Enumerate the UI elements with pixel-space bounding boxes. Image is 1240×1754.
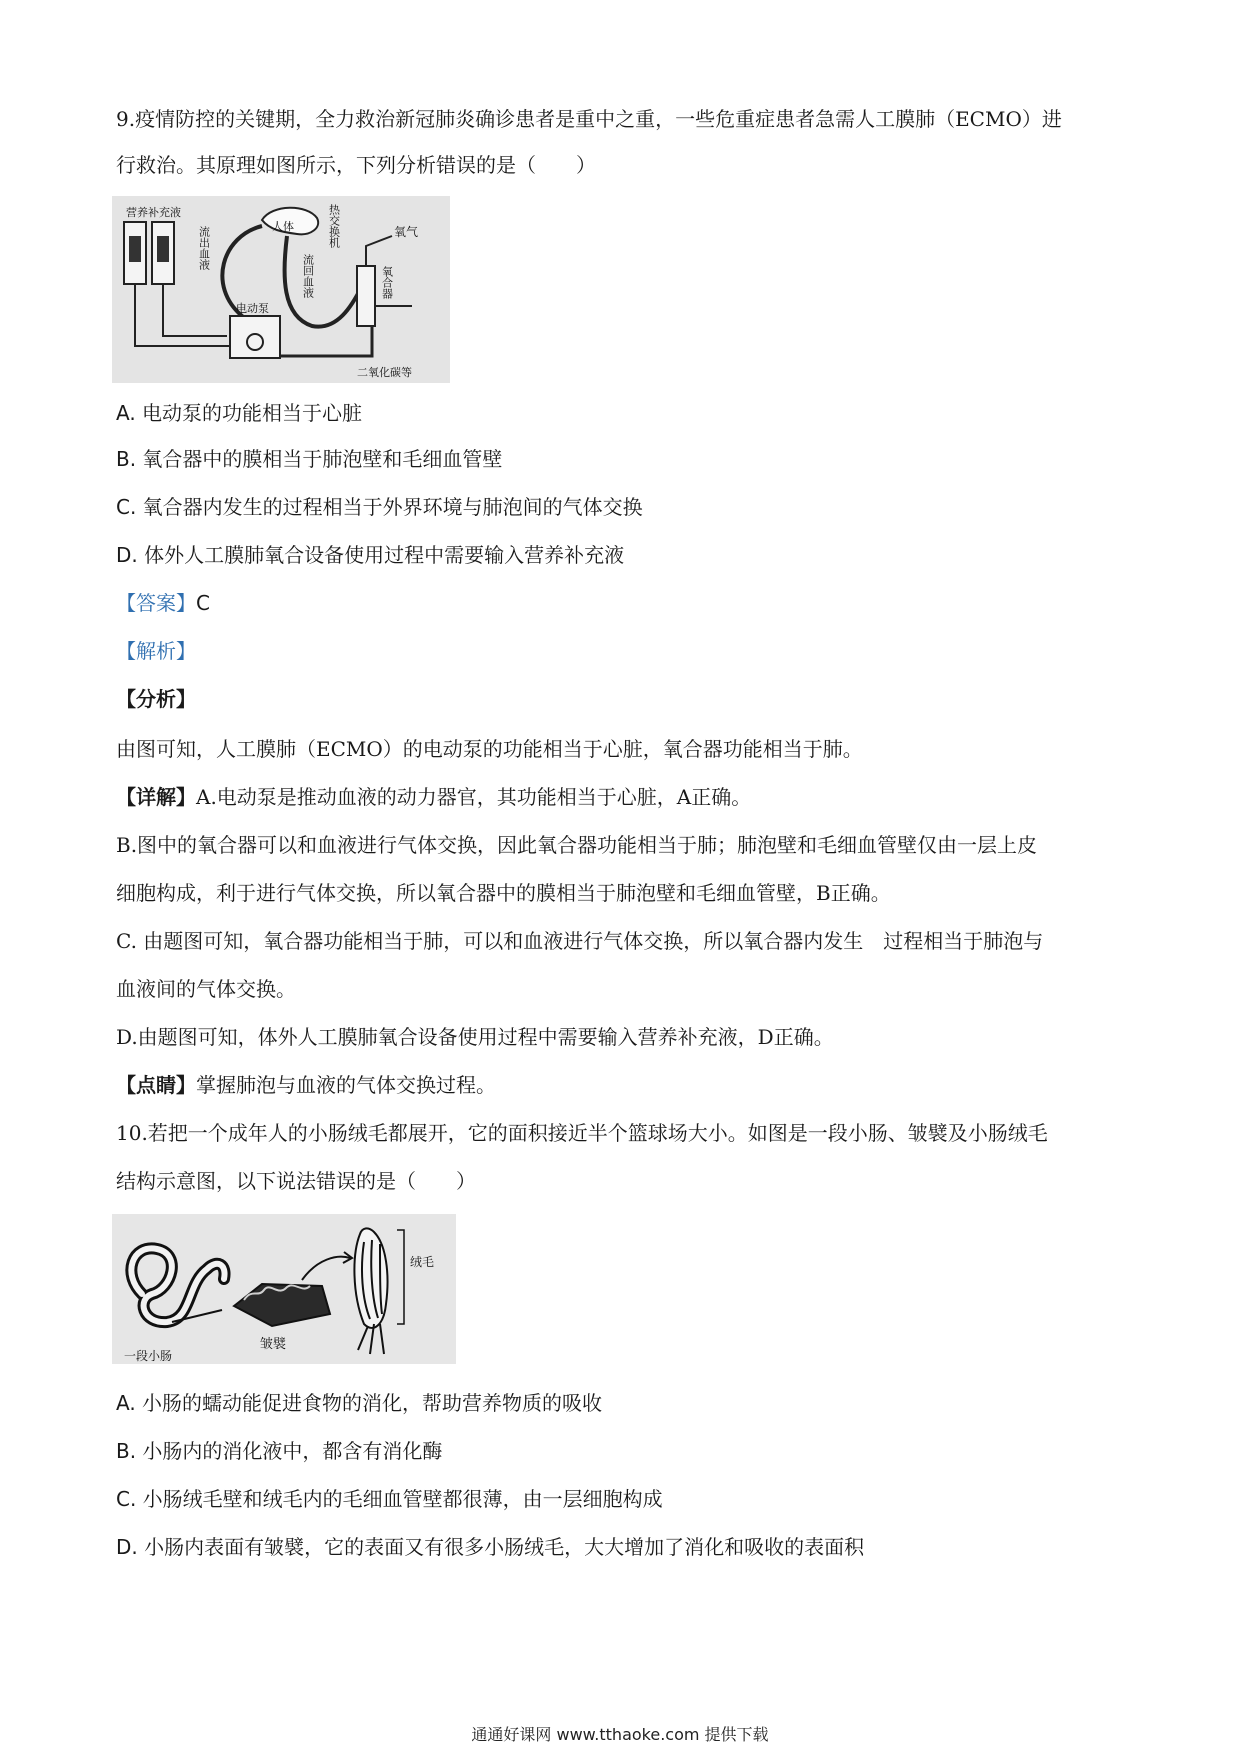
ecmo-diagram (112, 196, 450, 383)
label-human: 人体 (272, 220, 294, 233)
intestine-diagram-svg (112, 1214, 456, 1364)
q9-answer (116, 588, 1136, 618)
fenxi-text: 由图可知，人工膜肺（ECMO）的电动泵的功能相当于心脏，氧合器功能相当于肺。 (116, 737, 863, 761)
q10-option-d: D. 小肠内表面有皱襞，它的表面又有很多小肠绒毛，大大增加了消化和吸收的表面积 (116, 1535, 865, 1559)
label-segment: 一段小肠 (124, 1349, 173, 1363)
detail-tag: 【详解】 (116, 785, 196, 809)
detail-a-line (116, 782, 1136, 812)
page-footer: 通通好课网 www.tthaoke.com 提供下载 (471, 1725, 769, 1744)
label-co2: 二氧化碳等 (357, 366, 412, 379)
label-heat-exchanger: 热交换机 (327, 204, 341, 248)
q10-stem-line2: 结构示意图，以下说法错误的是（ ） (116, 1169, 476, 1193)
ecmo-diagram-svg (112, 196, 450, 383)
fenxi-tag: 【分析】 (116, 687, 196, 711)
oxygenator-device (357, 266, 375, 326)
analysis-tag: 【解析】 (116, 639, 196, 663)
q10-option-a: A. 小肠的蠕动能促进食物的消化，帮助营养物质的吸收 (116, 1391, 603, 1415)
electric-pump (230, 316, 280, 358)
label-villi: 绒毛 (410, 1255, 435, 1269)
point-tag: 【点睛】 (116, 1073, 196, 1097)
point-line (116, 1070, 1136, 1100)
q9-option-d: D. 体外人工膜肺氧合设备使用过程中需要输入营养补充液 (116, 543, 625, 567)
label-pump: 电动泵 (236, 302, 269, 315)
answer-value: C (196, 591, 210, 615)
label-return: 流回血液 (301, 254, 315, 298)
q9-option-a: A. 电动泵的功能相当于心脏 (116, 401, 363, 425)
q10-option-c: C. 小肠绒毛壁和绒毛内的毛细血管壁都很薄，由一层细胞构成 (116, 1487, 663, 1511)
detail-b-line2: 细胞构成，利于进行气体交换，所以氧合器中的膜相当于肺泡壁和毛细血管壁，B正确。 (116, 881, 891, 905)
answer-tag: 【答案】 (116, 591, 196, 615)
label-nutrition: 营养补充液 (126, 206, 181, 219)
q9-option-b: B. 氧合器中的膜相当于肺泡壁和毛细血管壁 (116, 447, 503, 471)
label-oxygen: 氧气 (394, 225, 419, 239)
detail-c-line1: C. 由题图可知，氧合器功能相当于肺，可以和血液进行气体交换，所以氧合器内发生 过程相当于肺泡与 (116, 929, 1044, 953)
detail-c-line2: 血液间的气体交换。 (116, 977, 296, 1001)
q10-option-b: B. 小肠内的消化液中，都含有消化酶 (116, 1439, 443, 1463)
label-outflow: 流出血液 (197, 226, 211, 270)
point-text: 掌握肺泡与血液的气体交换过程。 (196, 1073, 496, 1097)
intestine-diagram (112, 1214, 456, 1364)
label-fold: 皱襞 (260, 1337, 287, 1352)
q9-option-c: C. 氧合器内发生的过程相当于外界环境与肺泡间的气体交换 (116, 495, 643, 519)
label-oxygenator: 氧合器 (380, 266, 394, 299)
q9-stem-line2: 行救治。其原理如图所示，下列分析错误的是（ ） (116, 153, 596, 177)
detail-b-line1: B.图中的氧合器可以和血液进行气体交换，因此氧合器功能相当于肺；肺泡壁和毛细血管壁仅由一层上皮 (116, 833, 1038, 857)
detail-a-text: A.电动泵是推动血液的动力器官，其功能相当于心脏，A正确。 (196, 785, 752, 809)
q9-stem-line1: 9.疫情防控的关键期，全力救治新冠肺炎确诊患者是重中之重，一些危重症患者急需人工膜肺（ECMO）进 (116, 107, 1062, 131)
q10-stem-line1: 10.若把一个成年人的小肠绒毛都展开，它的面积接近半个篮球场大小。如图是一段小肠、皱襞及小肠绒毛 (116, 1121, 1048, 1145)
detail-d-line: D.由题图可知，体外人工膜肺氧合设备使用过程中需要输入营养补充液，D正确。 (116, 1025, 834, 1049)
